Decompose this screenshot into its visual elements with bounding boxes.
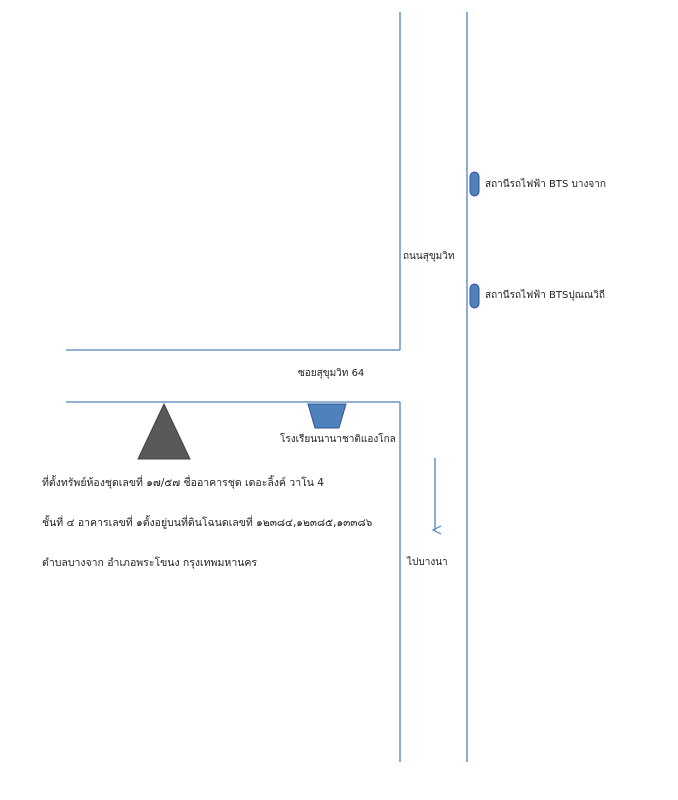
- station-marker-icon: [470, 284, 479, 308]
- property-address-line-3: ตำบลบางจาก อำเภอพระโขนง กรุงเทพมหานคร: [42, 557, 258, 569]
- property-address-line-2: ชั้นที่ ๔ อาคารเลขที่ ๑ตั้งอยู่บนที่ดินโฉนดเลขที่ ๑๒๓๘๔,๑๒๓๘๕,๑๓๓๘๖: [42, 517, 373, 529]
- station-label-bangchak: สถานีรถไฟฟ้า BTS บางจาก: [485, 179, 606, 190]
- station-marker-icon: [470, 172, 479, 196]
- direction-label-bangna: ไปบางนา: [407, 557, 448, 568]
- road-label-soi: ซอยสุขุมวิท 64: [298, 368, 365, 379]
- road-label-sukhumvit: ถนนสุขุมวิท: [403, 251, 455, 262]
- school-label: โรงเรียนนานาชาติแองโกล: [280, 434, 396, 445]
- school-trapezoid-icon: [308, 404, 346, 428]
- station-label-punnawithi: สถานีรถไฟฟ้า BTSปุณณวิถี: [485, 290, 605, 301]
- property-address-line-1: ที่ตั้งทรัพย์ห้องชุดเลขที่ ๑๗/๕๗ ชื่ออาคารชุด เดอะลิ้งค์ วาโน 4: [42, 477, 324, 489]
- property-triangle-icon: [138, 404, 190, 459]
